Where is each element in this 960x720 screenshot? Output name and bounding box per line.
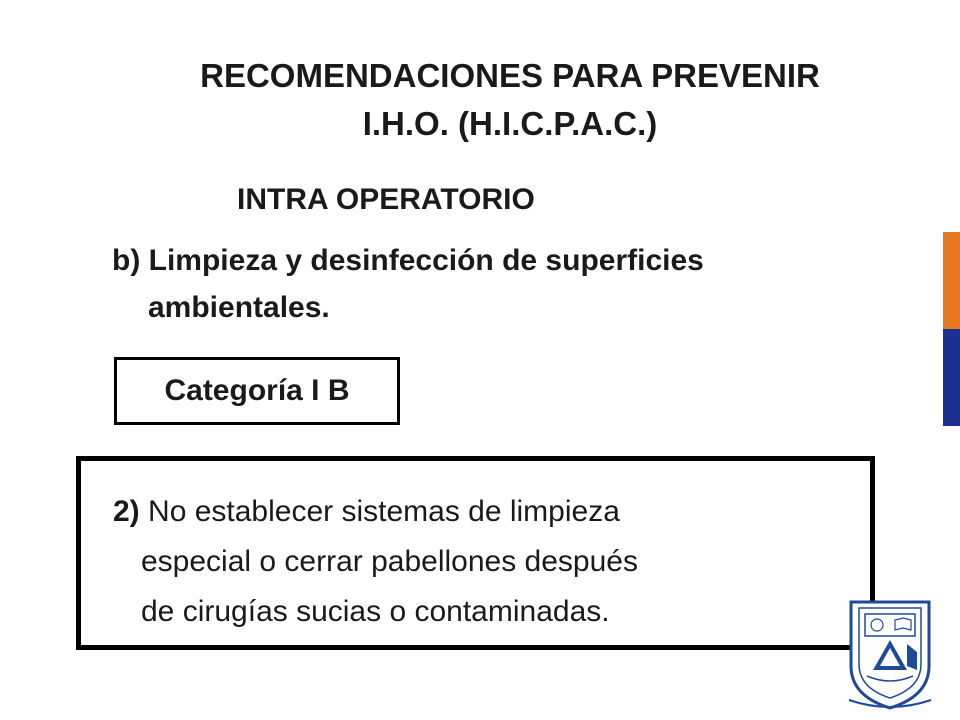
category-badge: Categoría I B [114, 357, 400, 425]
recommendation-line-2: especial o cerrar pabellones después [141, 545, 638, 578]
slide-title-line-2: I.H.O. (H.I.C.P.A.C.) [362, 105, 658, 142]
recommendation-number: 2) [113, 495, 140, 528]
subsection-line-2: ambientales. [148, 291, 330, 324]
subsection-line-1: b) Limpieza y desinfección de superficies [112, 244, 704, 277]
subsection-heading [112, 237, 872, 331]
accent-bar-orange [943, 232, 960, 329]
university-seal-logo [845, 596, 935, 711]
recommendation-line-3: de cirugías sucias o contaminadas. [141, 595, 610, 628]
recommendation-box [76, 456, 875, 650]
recommendation-line-1: No establecer sistemas de limpieza [139, 495, 620, 528]
slide-title-line-1: RECOMENDACIONES PARA PREVENIR [200, 57, 820, 94]
section-heading: INTRA OPERATORIO [237, 183, 535, 216]
recommendation-text [113, 487, 853, 637]
accent-bar-blue [943, 329, 960, 426]
slide-title [150, 52, 870, 148]
